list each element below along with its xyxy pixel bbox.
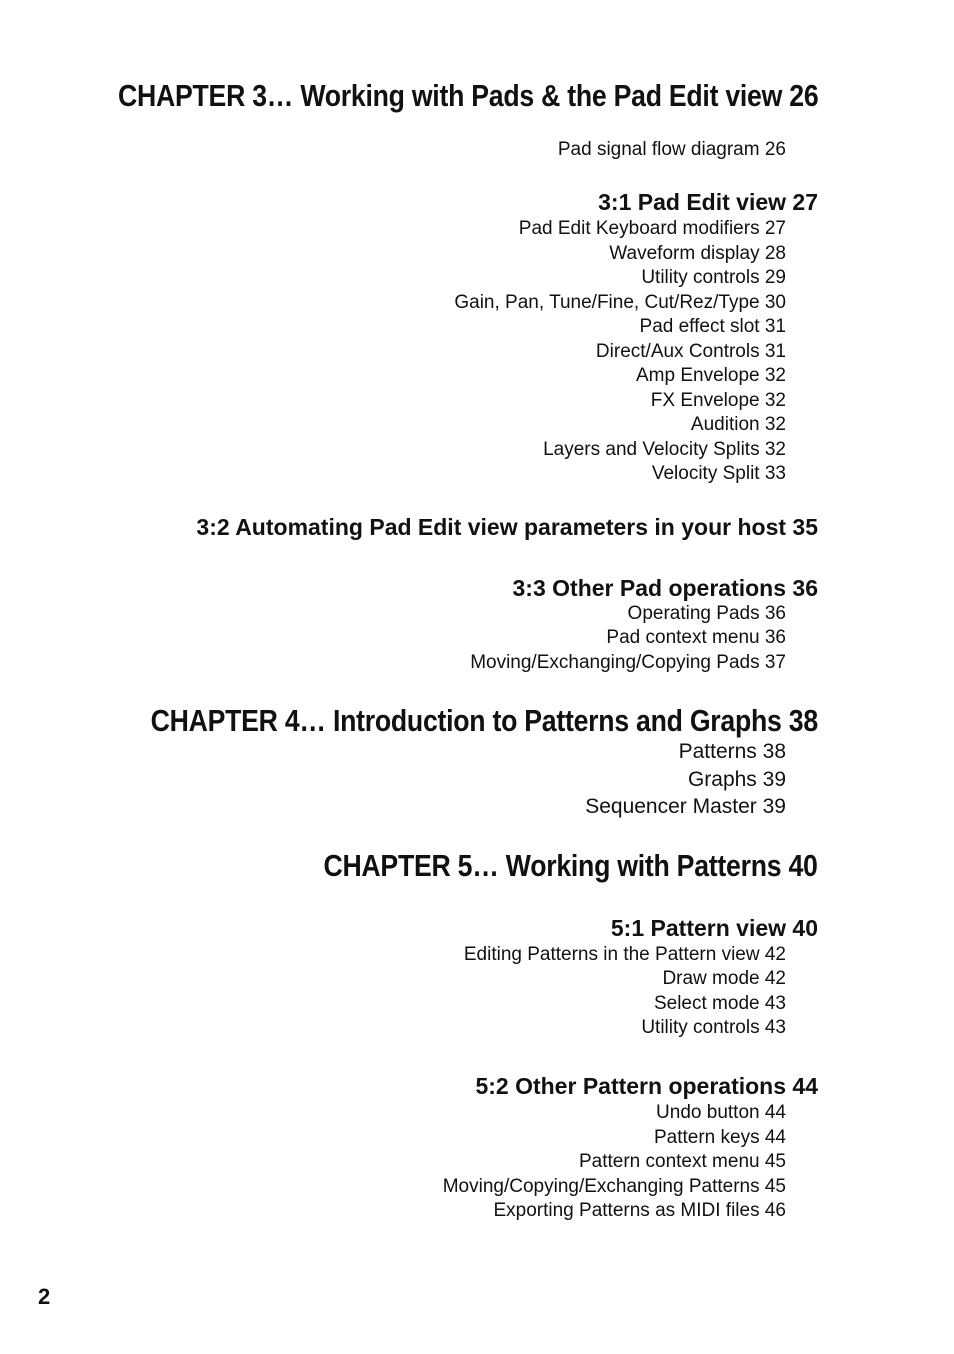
toc-entry[interactable]: Pattern keys 44 bbox=[653, 1127, 786, 1148]
toc-entry[interactable]: Editing Patterns in the Pattern view 42 bbox=[463, 944, 786, 965]
toc-entry[interactable]: Pattern context menu 45 bbox=[578, 1151, 786, 1172]
toc-entry[interactable]: FX Envelope 32 bbox=[650, 390, 786, 411]
toc-entry[interactable]: Pad Edit Keyboard modifiers 27 bbox=[518, 218, 786, 239]
toc-entry[interactable]: Utility controls 29 bbox=[641, 267, 786, 288]
section-3-2-heading[interactable]: 3:2 Automating Pad Edit view parameters in your host 35 bbox=[196, 514, 818, 540]
toc-entry[interactable]: Patterns 38 bbox=[678, 740, 786, 763]
section-3-1-heading[interactable]: 3:1 Pad Edit view 27 bbox=[598, 189, 818, 215]
toc-entry[interactable]: Graphs 39 bbox=[687, 768, 786, 791]
toc-entry[interactable]: Waveform display 28 bbox=[609, 243, 786, 264]
toc-entry[interactable]: Pad context menu 36 bbox=[606, 627, 786, 648]
toc-entry[interactable]: Exporting Patterns as MIDI files 46 bbox=[493, 1200, 786, 1221]
toc-entry[interactable]: Sequencer Master 39 bbox=[585, 795, 786, 818]
toc-entry[interactable]: Layers and Velocity Splits 32 bbox=[543, 439, 786, 460]
chapter-4-heading[interactable]: CHAPTER 4… Introduction to Patterns and Graphs 38 bbox=[150, 703, 818, 738]
toc-entry[interactable]: Utility controls 43 bbox=[641, 1017, 786, 1038]
toc-entry[interactable]: Operating Pads 36 bbox=[627, 603, 786, 624]
toc-entry[interactable]: Audition 32 bbox=[690, 414, 786, 435]
toc-entry[interactable]: Draw mode 42 bbox=[662, 968, 786, 989]
toc-entry[interactable]: Amp Envelope 32 bbox=[636, 365, 786, 386]
toc-entry[interactable]: Pad effect slot 31 bbox=[639, 316, 786, 337]
toc-entry[interactable]: Velocity Split 33 bbox=[651, 463, 786, 484]
page-number: 2 bbox=[38, 1284, 51, 1309]
section-5-1-heading[interactable]: 5:1 Pattern view 40 bbox=[610, 915, 818, 941]
toc-entry[interactable]: Gain, Pan, Tune/Fine, Cut/Rez/Type 30 bbox=[454, 292, 786, 313]
toc-entry[interactable]: Direct/Aux Controls 31 bbox=[595, 341, 786, 362]
chapter-3-heading[interactable]: CHAPTER 3… Working with Pads & the Pad Edit view 26 bbox=[117, 78, 818, 113]
section-5-2-heading[interactable]: 5:2 Other Pattern operations 44 bbox=[475, 1073, 818, 1099]
toc-entry[interactable]: Undo button 44 bbox=[656, 1102, 786, 1123]
toc-entry[interactable]: Moving/Copying/Exchanging Patterns 45 bbox=[442, 1176, 786, 1197]
toc-entry[interactable]: Pad signal flow diagram 26 bbox=[557, 139, 786, 160]
toc-entry[interactable]: Select mode 43 bbox=[653, 993, 786, 1014]
section-3-3-heading[interactable]: 3:3 Other Pad operations 36 bbox=[512, 575, 818, 601]
toc-entry[interactable]: Moving/Exchanging/Copying Pads 37 bbox=[470, 652, 786, 673]
chapter-5-heading[interactable]: CHAPTER 5… Working with Patterns 40 bbox=[323, 848, 818, 883]
